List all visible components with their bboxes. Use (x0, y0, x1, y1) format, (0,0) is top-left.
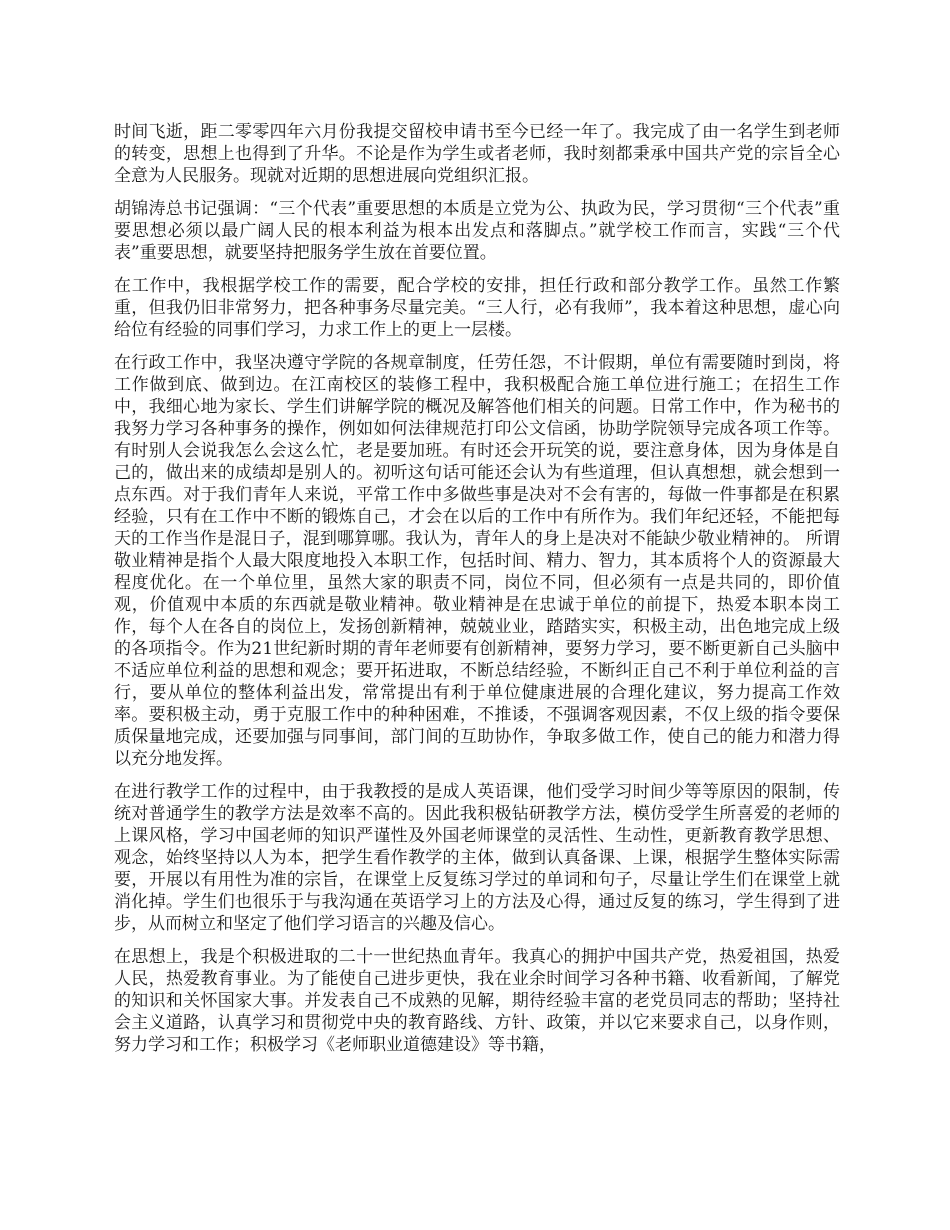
paragraph-ideology: 在思想上，我是个积极进取的二十一世纪热血青年。我真心的拥护中国共产党，热爱祖国，热爱人民，热爱教育事业。为了能使自己进步更快，我在业余时间学习各种书籍、收看新闻，了解党的知识和关怀国家大事。并发表自己不成熟的见解，期待经验丰富的老党员同志的帮助；坚持社会主义道路，认真学习和贯彻党中央的教育路线、方针、政策，并以它来要求自己，以身作则，努力学习和工作；积极学习《老师职业道德建设》等书籍， (114, 947, 840, 1055)
paragraph-intro: 时间飞逝，距二零零四年六月份我提交留校申请书至今已经一年了。我完成了由一名学生到老师的转变，思想上也得到了升华。不论是作为学生或者老师，我时刻都秉承中国共产党的宗旨全心全意为人民服务。现就对近期的思想进展向党组织汇报。 (114, 122, 840, 186)
paragraph-three-represents: 胡锦涛总书记强调：“三个代表”重要思想的本质是立党为公、执政为民，学习贯彻“三个代表”重要思想必须以最广阔人民的根本利益为根本出发点和落脚点。”就学校工作而言，实践“三个代表”重要思想，就要坚持把服务学生放在首要位置。 (114, 199, 840, 263)
document-body (114, 121, 840, 1067)
paragraph-work-overview: 在工作中，我根据学校工作的需要，配合学校的安排，担任行政和部分教学工作。虽然工作繁重，但我仍旧非常努力，把各种事务尽量完美。“三人行，必有我师”，我本着这种思想，虚心向给位有经验的同事们学习，力求工作上的更上一层楼。 (114, 276, 840, 340)
paragraph-teaching-work: 在进行教学工作的过程中，由于我教授的是成人英语课，他们受学习时间少等等原因的限制，传统对普通学生的教学方法是效率不高的。因此我积极钻研教学方法，模仿受学生所喜爱的老师的上课风格，学习中国老师的知识严谨性及外国老师课堂的灵活性、生动性，更新教育教学思想、观念，始终坚持以人为本，把学生看作教学的主体，做到认真备课、上课，根据学生整体实际需要，开展以有用性为准的宗旨，在课堂上反复练习学过的单词和句子，尽量让学生们在课堂上就消化掉。学生们也很乐于与我沟通在英语学习上的方法及心得，通过反复的练习，学生得到了进步，从而树立和坚定了他们学习语言的兴趣及信心。 (114, 782, 840, 934)
paragraph-administrative-work: 在行政工作中，我坚决遵守学院的各规章制度，任劳任怨，不计假期，单位有需要随时到岗，将工作做到底、做到边。在江南校区的装修工程中，我积极配合施工单位进行施工；在招生工作中，我细心地为家长、学生们讲解学院的概况及解答他们相关的问题。日常工作中，作为秘书的我努力学习各种事务的操作，例如如何法律规范打印公文信函，协助学院领导完成各项工作等。有时别人会说我怎么会这么忙，老是要加班。有时还会开玩笑的说，要注意身体，因为身体是自己的，做出来的成绩却是别人的。初听这句话可能还会认为有些道理，但认真想想，就会想到一点东西。对于我们青年人来说，平常工作中多做些事是决对不会有害的，每做一件事都是在积累经验，只有在工作中不断的锻炼自己，才会在以后的工作中有所作为。我们年纪还轻，不能把每天的工作当作是混日子，混到哪算哪。我认为，青年人的身上是决对不能缺少敬业精神的。 所谓敬业精神是指个人最大限度地投入本职工作，包括时间、精力、智力，其本质将个人的资源最大程度优化。在一个单位里，虽然大家的职责不同，岗位不同，但必须有一点是共同的，即价值观，价值观中本质的东西就是敬业精神。敬业精神是在忠诚于单位的前提下，热爱本职本岗工作，每个人在各自的岗位上，发扬创新精神，兢兢业业，踏踏实实，积极主动，出色地完成上级的各项指令。作为21世纪新时期的青年老师要有创新精神，要努力学习，要不断更新自己头脑中不适应单位利益的思想和观念；要开拓进取，不断总结经验，不断纠正自己不利于单位利益的言行，要从单位的整体利益出发，常常提出有利于单位健康进展的合理化建议，努力提高工作效率。要积极主动，勇于克服工作中的种种困难，不推诿，不强调客观因素，不仅上级的指令要保质保量地完成，还要加强与同事间，部门间的互助协作，争取多做工作，使自己的能力和潜力得以充分地发挥。 (114, 353, 840, 769)
